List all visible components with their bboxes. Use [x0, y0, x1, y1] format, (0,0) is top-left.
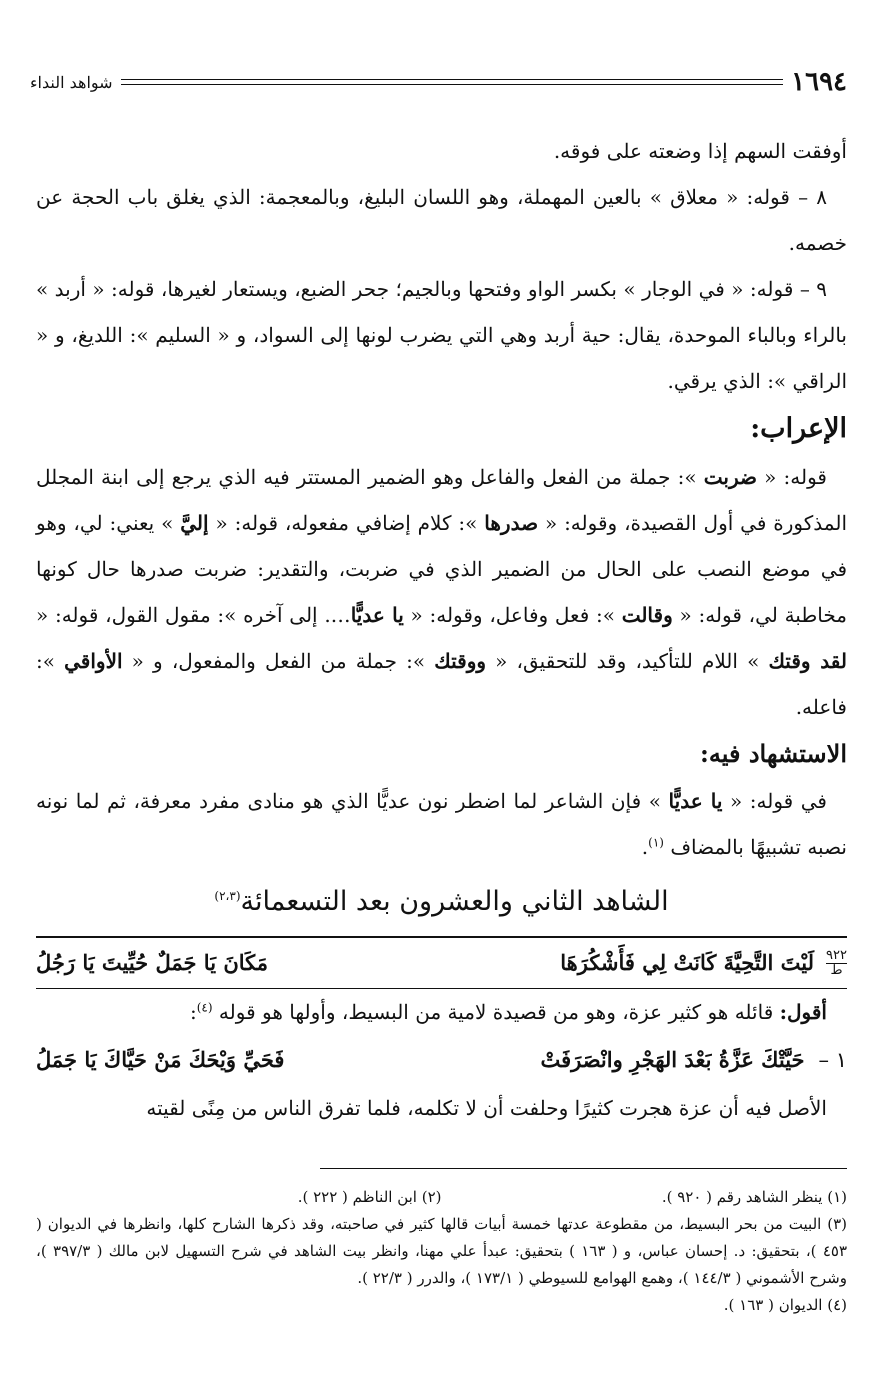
verse-line-number: ١ – — [818, 1048, 847, 1072]
footnote-1: (١) ينظر الشاهد رقم ( ٩٢٠ ). — [661, 1188, 847, 1206]
hemistich-second: فَحَيِّ وَيْحَكَ مَنْ حَيَّاكَ يَا جَمَلُ — [36, 1047, 285, 1072]
paragraph-aqul: أقول: قائله هو كثير عزة، وهو من قصيدة لامية من البسيط، وأولها هو قوله $^{(٤)}$: — [189, 1000, 827, 1024]
paragraph-irab: قوله: « ضربت »: جملة من الفعل والفاعل وهو الضمير المستتر فيه الذي يرجع إلى ابنة المجلل المذكورة في أول القصيدة، وقوله: « صدرها »: كلام إضافي مفعوله، قوله: « إليَّ » يعني: لي، وهو في موضع النصب على الحال من الضمير الذي في ضربت، والتقدير: ضربت صدرها حال كونها مخاطبة لي، قوله: « وقالت »: فعل وفاعل، وقوله: « يا عديًّا…. إلى آخره »: مقول القول، قوله: « لقد وقتك » اللام للتأكيد، وقد للتحقيق، « ووقتك »: جملة من الفعل والمفعول، و « الأواقي »: فاعله. — [36, 465, 848, 719]
verse-number: ٩٢٢ ط — [826, 947, 847, 978]
paragraph: أوفقت السهم إذا وضعته على فوقه. — [553, 139, 847, 163]
footnote-ref: (٤) — [196, 1000, 213, 1015]
page-header — [30, 60, 847, 104]
running-title: شواهد النداء — [30, 72, 113, 92]
hemistich-second: مَكَانَ يَا جَمَلٌ حُيِّيتَ يَا رَجُلُ — [35, 950, 269, 975]
shahid-title: الشاهد الثاني والعشرون بعد التسعمائة$^{(٢،٣)}$ — [214, 886, 669, 917]
footnote-2: (٢) ابن الناظم ( ٢٢٢ ). — [297, 1188, 442, 1206]
section-heading-istishhad: الاستشهاد فيه: — [700, 739, 847, 768]
paragraph-last: الأصل فيه أن عزة هجرت كثيرًا وحلفت أن لا تكلمه، فلما تفرق الناس من مِنًى لقيته — [146, 1096, 827, 1120]
poem-verse-1 — [36, 1035, 847, 1085]
paragraph-istishhad: في قوله: « يا عديًّا » فإن الشاعر لما اضطر نون عديًّا الذي هو منادى مفرد معرفة، ثم لما نونه نصبه تشبيهًا بالمضاف $^{(١)}$. — [36, 789, 847, 859]
footnote-4: (٤) الديوان ( ١٦٣ ). — [723, 1296, 847, 1314]
footnote-ref: (٢،٣) — [214, 889, 241, 903]
footnotes — [36, 1184, 847, 1319]
footnote-3: (٣) البيت من بحر البسيط، من مقطوعة عدتها خمسة أبيات قالها كثير في صاحبته، وقد ذكرها الشارح كلها، وانظرها في الديوان ( ٤٥٣ )، بتحقيق: د. إحسان عباس، و ( ١٦٣ ) بتحقيق: عبدأ علي مهنا، وانظر بيت الشاهد في شرح التسهيل لابن مالك ( ٣٩٧/٣ )، وشرح الأشموني ( ١٤٤/٣ )، وهمع الهوامع للسيوطي ( ١٧٣/١ )، والدرر ( ٢٢/٣ ). — [36, 1215, 847, 1287]
header-rule — [121, 79, 784, 85]
shahid-verse — [36, 936, 847, 989]
section-heading-irab: الإعراب: — [750, 413, 847, 444]
main-text — [36, 128, 847, 1131]
hemistich-first: لَيْتَ التَّحِيَّةَ كَانَتْ لِي فَأَشْكُرَهَا — [560, 950, 815, 975]
paragraph-note-9: ٩ – قوله: « في الوجار » بكسر الواو وفتحها وبالجيم؛ جحر الضبع، ويستعار لغيرها، قوله: « أربد » بالراء وبالباء الموحدة، يقال: حية أربد وهي التي يضرب لونها إلى السواد، و « السليم »: اللديغ، و « الراقي »: الذي يرقي. — [36, 277, 847, 393]
footnote-ref: (١) — [648, 835, 664, 850]
page-number: ١٦٩٤ — [791, 67, 847, 97]
hemistich-first: حَيَّتْكَ عَزَّةُ بَعْدَ الهَجْرِ وانْصَرَفَتْ — [540, 1047, 805, 1072]
paragraph-note-8: ٨ – قوله: « معلاق » بالعين المهملة، وهو اللسان البليغ، وبالمعجمة: الذي يغلق باب الحجة عن خصمه. — [36, 185, 847, 255]
footnote-separator — [320, 1168, 847, 1169]
